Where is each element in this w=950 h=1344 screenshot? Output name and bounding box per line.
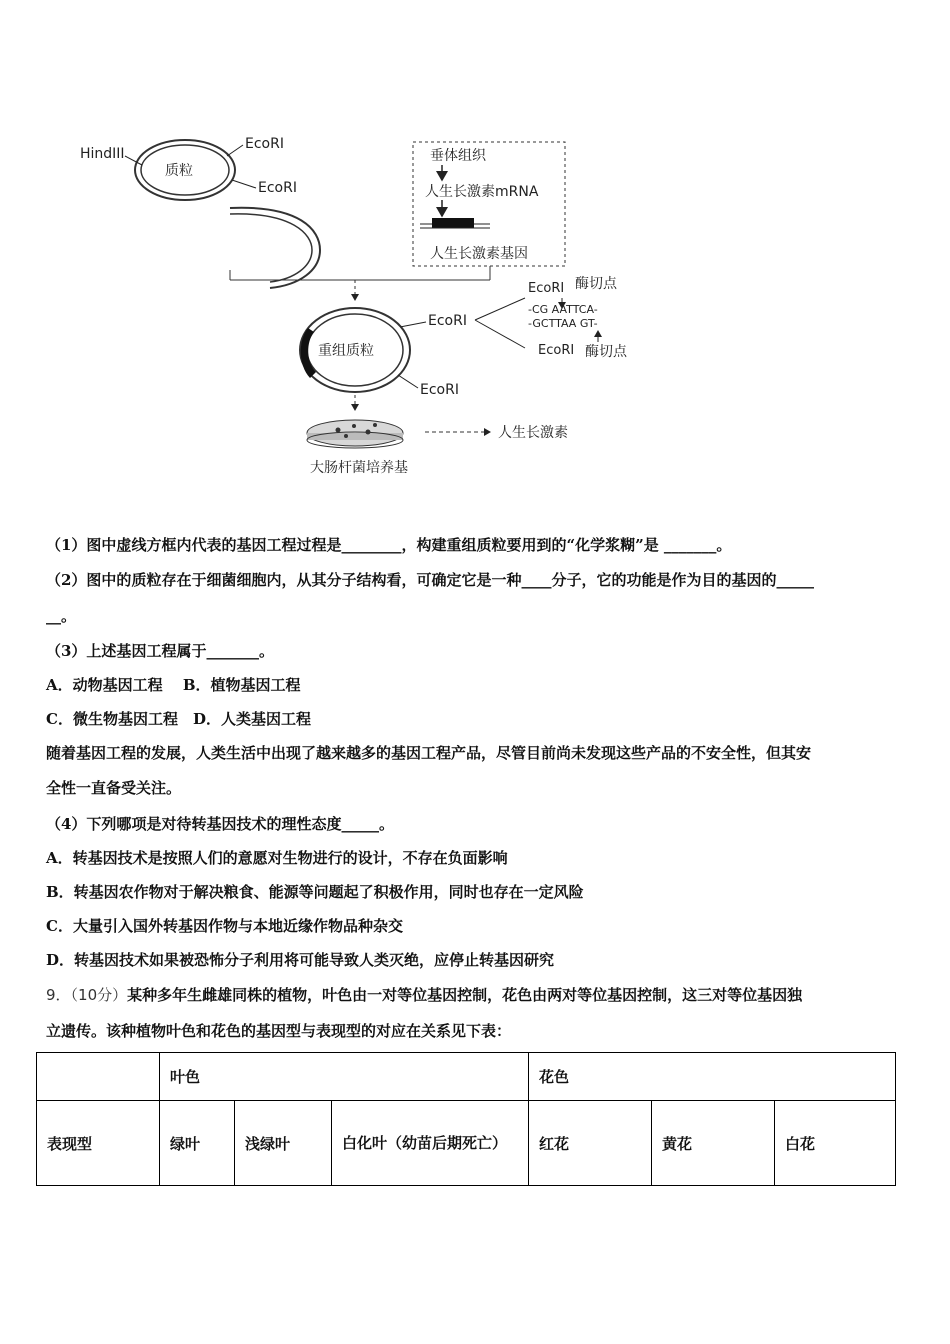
box-line-1: 垂体组织 (430, 148, 486, 164)
table-cell: 浅绿叶 (235, 1101, 332, 1186)
question-4-option-a: A．转基因技术是按照人们的意愿对生物进行的设计，不存在负面影响 (46, 849, 508, 867)
hormone-label: 人生长激素 (498, 425, 568, 441)
table-cell: 白花 (775, 1101, 896, 1186)
ecori-label-3: EcoRI (428, 313, 467, 329)
culture-label: 大肠杆菌培养基 (310, 460, 408, 476)
question-4-option-d: D．转基因技术如果被恐怖分子利用将可能导致人类灭绝，应停止转基因研究 (46, 951, 555, 969)
question-2-line-2: __。 (46, 607, 77, 625)
table-header-flower: 花色 (529, 1053, 896, 1101)
question-9-number: 9．（10分） (46, 986, 128, 1004)
question-4-option-b: B．转基因农作物对于解决粮食、能源等问题起了积极作用，同时也存在一定风险 (46, 883, 584, 901)
question-9-line-2: 立遗传。该种植物叶色和花色的基因型与表现型的对应在关系见下表： (46, 1022, 512, 1040)
ecori-label-2: EcoRI (258, 180, 297, 196)
box-line-2: 人生长激素mRNA (425, 184, 539, 200)
table-cell-empty (37, 1053, 160, 1101)
cut-site-label-1: 酶切点 (575, 276, 617, 292)
recombinant-label: 重组质粒 (318, 343, 374, 359)
ecori-label-6: EcoRI (538, 343, 575, 358)
hindiii-label: HindIII (80, 146, 125, 162)
question-3-options-ab: A．动物基因工程 B．植物基因工程 (46, 676, 301, 694)
question-9-text: 某种多年生雌雄同株的植物，叶色由一对等位基因控制，花色由两对等位基因控制，这三对等位基因独 (127, 986, 803, 1004)
diagram-svg (70, 120, 650, 490)
question-1: （1）图中虚线方框内代表的基因工程过程是________，构建重组质粒要用到的“化学浆糊”是 _______。 (46, 536, 732, 554)
box-line-3: 人生长激素基因 (430, 246, 528, 262)
phenotype-table (36, 1052, 896, 1186)
table-cell: 黄花 (652, 1101, 775, 1186)
table-row (37, 1053, 896, 1101)
table-cell: 红花 (529, 1101, 652, 1186)
gene-engineering-figure (70, 120, 650, 490)
cut-site-label-2: 酶切点 (585, 344, 627, 360)
table-cell: 白化叶（幼苗后期死亡） (332, 1101, 529, 1186)
question-4-option-c: C．大量引入国外转基因作物与本地近缘作物品种杂交 (46, 917, 403, 935)
sequence-bottom: -GCTTAA GT- (528, 317, 598, 330)
ecori-label-4: EcoRI (420, 382, 459, 398)
intro-line-1: 随着基因工程的发展，人类生活中出现了越来越多的基因工程产品，尽管目前尚未发现这些产品的不安全性，但其安 (46, 744, 812, 762)
table-cell: 绿叶 (160, 1101, 235, 1186)
ecori-label-5: EcoRI (528, 281, 565, 296)
question-3-options-cd: C．微生物基因工程 D．人类基因工程 (46, 710, 311, 728)
ecori-label-1: EcoRI (245, 136, 284, 152)
plasmid-label: 质粒 (165, 163, 193, 179)
question-3: （3）上述基因工程属于_______。 (46, 642, 274, 660)
question-4: （4）下列哪项是对待转基因技术的理性态度_____。 (46, 815, 394, 833)
table-header-leaf: 叶色 (160, 1053, 529, 1101)
question-9-line-1 (46, 985, 802, 1005)
table-row-label: 表现型 (37, 1101, 160, 1186)
sequence-top: -CG AATTCA- (528, 303, 598, 316)
table-row (37, 1101, 896, 1186)
intro-line-2: 全性一直备受关注。 (46, 779, 182, 797)
question-2-line-1: （2）图中的质粒存在于细菌细胞内，从其分子结构看，可确定它是一种____分子，它的功能是作为目的基因的_____ (46, 571, 814, 589)
